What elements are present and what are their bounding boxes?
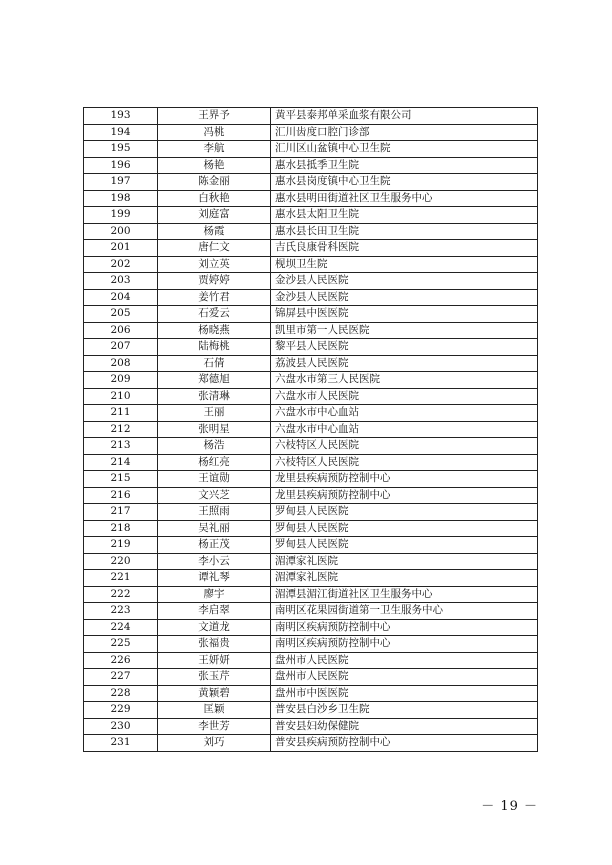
name-cell: 王照雨 xyxy=(158,504,271,521)
name-cell: 刘巧 xyxy=(158,735,271,752)
organization-cell: 汇川齿度口腔门诊部 xyxy=(271,124,538,141)
organization-cell: 湄潭家礼医院 xyxy=(271,570,538,587)
table-row xyxy=(84,190,538,207)
name-cell: 匡颖 xyxy=(158,702,271,719)
row-number-cell: 201 xyxy=(84,240,158,257)
table-row xyxy=(84,471,538,488)
table-row xyxy=(84,108,538,125)
row-number-cell: 195 xyxy=(84,141,158,158)
table-row xyxy=(84,207,538,224)
table-row xyxy=(84,735,538,752)
personnel-table xyxy=(83,107,538,752)
organization-cell: 凯里市第一人民医院 xyxy=(271,322,538,339)
table-row xyxy=(84,339,538,356)
organization-cell: 黎平县人民医院 xyxy=(271,339,538,356)
row-number-cell: 228 xyxy=(84,685,158,702)
table-row xyxy=(84,174,538,191)
name-cell: 王谊勋 xyxy=(158,471,271,488)
organization-cell: 龙里县疾病预防控制中心 xyxy=(271,487,538,504)
name-cell: 杨红亮 xyxy=(158,454,271,471)
row-number-cell: 224 xyxy=(84,619,158,636)
table-row xyxy=(84,454,538,471)
organization-cell: 六盘水市中心血站 xyxy=(271,421,538,438)
name-cell: 李小云 xyxy=(158,553,271,570)
table-row xyxy=(84,669,538,686)
organization-cell: 惠水县长田卫生院 xyxy=(271,223,538,240)
name-cell: 刘庭富 xyxy=(158,207,271,224)
table-row xyxy=(84,322,538,339)
organization-cell: 罗甸县人民医院 xyxy=(271,537,538,554)
name-cell: 陆梅桃 xyxy=(158,339,271,356)
organization-cell: 六枝特区人民医院 xyxy=(271,438,538,455)
table-row xyxy=(84,570,538,587)
name-cell: 李航 xyxy=(158,141,271,158)
row-number-cell: 209 xyxy=(84,372,158,389)
organization-cell: 普安县妇幼保健院 xyxy=(271,718,538,735)
organization-cell: 惠水县明田街道社区卫生服务中心 xyxy=(271,190,538,207)
row-number-cell: 194 xyxy=(84,124,158,141)
table-row xyxy=(84,619,538,636)
personnel-table-body xyxy=(84,108,538,752)
name-cell: 李世芳 xyxy=(158,718,271,735)
row-number-cell: 230 xyxy=(84,718,158,735)
name-cell: 冯桃 xyxy=(158,124,271,141)
table-row xyxy=(84,124,538,141)
organization-cell: 锦屏县中医医院 xyxy=(271,306,538,323)
row-number-cell: 212 xyxy=(84,421,158,438)
name-cell: 白秋艳 xyxy=(158,190,271,207)
organization-cell: 荔波县人民医院 xyxy=(271,355,538,372)
name-cell: 文道龙 xyxy=(158,619,271,636)
organization-cell: 湄潭家礼医院 xyxy=(271,553,538,570)
row-number-cell: 196 xyxy=(84,157,158,174)
table-row xyxy=(84,289,538,306)
table-row xyxy=(84,652,538,669)
organization-cell: 惠水县太阳卫生院 xyxy=(271,207,538,224)
row-number-cell: 219 xyxy=(84,537,158,554)
name-cell: 石倩 xyxy=(158,355,271,372)
table-row xyxy=(84,504,538,521)
organization-cell: 南明区花果园街道第一卫生服务中心 xyxy=(271,603,538,620)
organization-cell: 六盘水市第三人民医院 xyxy=(271,372,538,389)
row-number-cell: 223 xyxy=(84,603,158,620)
row-number-cell: 210 xyxy=(84,388,158,405)
table-row xyxy=(84,223,538,240)
table-row xyxy=(84,685,538,702)
organization-cell: 金沙县人民医院 xyxy=(271,289,538,306)
organization-cell: 吉氏良康骨科医院 xyxy=(271,240,538,257)
row-number-cell: 218 xyxy=(84,520,158,537)
organization-cell: 罗甸县人民医院 xyxy=(271,520,538,537)
name-cell: 张玉芹 xyxy=(158,669,271,686)
table-row xyxy=(84,372,538,389)
row-number-cell: 193 xyxy=(84,108,158,125)
row-number-cell: 198 xyxy=(84,190,158,207)
table-row xyxy=(84,157,538,174)
organization-cell: 盘州市人民医院 xyxy=(271,652,538,669)
page-number: － 19 － xyxy=(481,799,538,814)
table-row xyxy=(84,487,538,504)
row-number-cell: 231 xyxy=(84,735,158,752)
organization-cell: 惠水县抵季卫生院 xyxy=(271,157,538,174)
row-number-cell: 211 xyxy=(84,405,158,422)
row-number-cell: 229 xyxy=(84,702,158,719)
row-number-cell: 207 xyxy=(84,339,158,356)
name-cell: 张清琳 xyxy=(158,388,271,405)
organization-cell: 盘州市中医医院 xyxy=(271,685,538,702)
row-number-cell: 208 xyxy=(84,355,158,372)
row-number-cell: 204 xyxy=(84,289,158,306)
organization-cell: 湄潭县湄江街道社区卫生服务中心 xyxy=(271,586,538,603)
row-number-cell: 217 xyxy=(84,504,158,521)
name-cell: 张福贵 xyxy=(158,636,271,653)
organization-cell: 普安县白沙乡卫生院 xyxy=(271,702,538,719)
row-number-cell: 203 xyxy=(84,273,158,290)
row-number-cell: 221 xyxy=(84,570,158,587)
row-number-cell: 205 xyxy=(84,306,158,323)
row-number-cell: 202 xyxy=(84,256,158,273)
organization-cell: 黄平县泰邦单采血浆有限公司 xyxy=(271,108,538,125)
name-cell: 吴礼丽 xyxy=(158,520,271,537)
name-cell: 王界予 xyxy=(158,108,271,125)
table-row xyxy=(84,553,538,570)
name-cell: 文兴芝 xyxy=(158,487,271,504)
row-number-cell: 197 xyxy=(84,174,158,191)
name-cell: 王丽 xyxy=(158,405,271,422)
organization-cell: 汇川区山盆镇中心卫生院 xyxy=(271,141,538,158)
row-number-cell: 216 xyxy=(84,487,158,504)
table-row xyxy=(84,586,538,603)
organization-cell: 龙里县疾病预防控制中心 xyxy=(271,471,538,488)
row-number-cell: 200 xyxy=(84,223,158,240)
organization-cell: 惠水县岗度镇中心卫生院 xyxy=(271,174,538,191)
name-cell: 陈金丽 xyxy=(158,174,271,191)
name-cell: 李启翠 xyxy=(158,603,271,620)
row-number-cell: 222 xyxy=(84,586,158,603)
organization-cell: 南明区疾病预防控制中心 xyxy=(271,619,538,636)
table-row xyxy=(84,603,538,620)
name-cell: 杨晓燕 xyxy=(158,322,271,339)
row-number-cell: 225 xyxy=(84,636,158,653)
table-row xyxy=(84,421,538,438)
name-cell: 杨霞 xyxy=(158,223,271,240)
table-row xyxy=(84,306,538,323)
table-row xyxy=(84,520,538,537)
organization-cell: 六盘水市人民医院 xyxy=(271,388,538,405)
name-cell: 廖宇 xyxy=(158,586,271,603)
organization-cell: 盘州市人民医院 xyxy=(271,669,538,686)
name-cell: 张明星 xyxy=(158,421,271,438)
table-row xyxy=(84,355,538,372)
table-row xyxy=(84,273,538,290)
organization-cell: 罗甸县人民医院 xyxy=(271,504,538,521)
table-row xyxy=(84,718,538,735)
table-row xyxy=(84,240,538,257)
organization-cell: 六枝特区人民医院 xyxy=(271,454,538,471)
name-cell: 黄颖碧 xyxy=(158,685,271,702)
name-cell: 石爱云 xyxy=(158,306,271,323)
table-row xyxy=(84,405,538,422)
row-number-cell: 220 xyxy=(84,553,158,570)
table-row xyxy=(84,438,538,455)
organization-cell: 枧坝卫生院 xyxy=(271,256,538,273)
row-number-cell: 213 xyxy=(84,438,158,455)
name-cell: 郑德旭 xyxy=(158,372,271,389)
organization-cell: 金沙县人民医院 xyxy=(271,273,538,290)
name-cell: 刘立英 xyxy=(158,256,271,273)
table-row xyxy=(84,702,538,719)
name-cell: 王妍妍 xyxy=(158,652,271,669)
table-row xyxy=(84,256,538,273)
name-cell: 谭礼琴 xyxy=(158,570,271,587)
row-number-cell: 227 xyxy=(84,669,158,686)
row-number-cell: 214 xyxy=(84,454,158,471)
row-number-cell: 215 xyxy=(84,471,158,488)
organization-cell: 南明区疾病预防控制中心 xyxy=(271,636,538,653)
name-cell: 杨艳 xyxy=(158,157,271,174)
row-number-cell: 199 xyxy=(84,207,158,224)
table-row xyxy=(84,388,538,405)
row-number-cell: 206 xyxy=(84,322,158,339)
organization-cell: 普安县疾病预防控制中心 xyxy=(271,735,538,752)
name-cell: 杨正茂 xyxy=(158,537,271,554)
name-cell: 唐仁文 xyxy=(158,240,271,257)
row-number-cell: 226 xyxy=(84,652,158,669)
name-cell: 姜竹君 xyxy=(158,289,271,306)
table-row xyxy=(84,537,538,554)
name-cell: 贾婷婷 xyxy=(158,273,271,290)
table-row xyxy=(84,141,538,158)
table-row xyxy=(84,636,538,653)
organization-cell: 六盘水市中心血站 xyxy=(271,405,538,422)
name-cell: 杨浩 xyxy=(158,438,271,455)
